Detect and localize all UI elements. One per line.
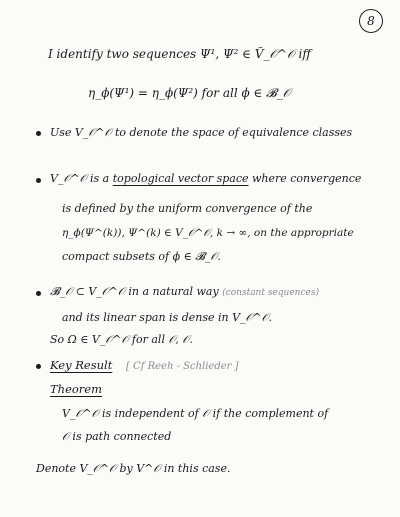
linear-span-line: and its linear span is dense in V_𝒪^𝒪.	[62, 311, 273, 324]
convergence-line: is defined by the uniform convergence of the	[62, 202, 313, 215]
reeh-schlieder-note: [ Cf Reeh - Schlieder ]	[125, 361, 239, 372]
equation-line: η_ϕ(Ψ¹) = η_ϕ(Ψ²) for all ϕ ∈ 𝓑_𝒪	[88, 86, 291, 100]
tvs-line	[50, 172, 361, 186]
identify-line: I identify two sequences Ψ¹, Ψ² ∈ Ṽ_𝒪^𝒪 iff	[48, 47, 311, 61]
tvs-line-start: V_𝒪^𝒪 is a	[50, 172, 110, 185]
omega-line: So Ω ∈ V_𝒪^𝒪 for all 𝒪, 𝒪.	[50, 333, 193, 346]
bullet	[36, 364, 41, 369]
tvs-line-end: where convergence	[252, 172, 362, 185]
constant-sequences-note: (constant sequences)	[222, 288, 319, 298]
page-number: 8	[359, 9, 383, 33]
compact-subsets-line: compact subsets of ϕ ∈ 𝓑_𝒪.	[62, 250, 221, 263]
natural-way-line	[50, 285, 319, 300]
sequence-line: η_ϕ(Ψ^(k)), Ψ^(k) ∈ V_𝒪^𝒪, k → ∞, on the appropriate	[62, 227, 354, 239]
denote-line: Denote V_𝒪^𝒪 by V^𝒪 in this case.	[36, 462, 231, 475]
theorem-line-1: V_𝒪^𝒪 is independent of 𝒪 if the complement of	[62, 407, 329, 420]
natural-way-text: 𝓑_𝒪 ⊂ V_𝒪^𝒪 in a natural way	[50, 285, 219, 298]
key-result-heading: Key Result	[50, 358, 113, 372]
equivalence-classes-line: Use V_𝒪^𝒪 to denote the space of equivalence classes	[50, 126, 353, 139]
theorem-line-2: 𝒪 is path connected	[62, 430, 172, 443]
bullet	[36, 131, 41, 136]
bullet	[36, 178, 41, 183]
key-result-line	[50, 358, 239, 374]
bullet	[36, 291, 41, 296]
theorem-heading: Theorem	[50, 382, 103, 396]
tvs-term: topological vector space	[112, 172, 249, 185]
